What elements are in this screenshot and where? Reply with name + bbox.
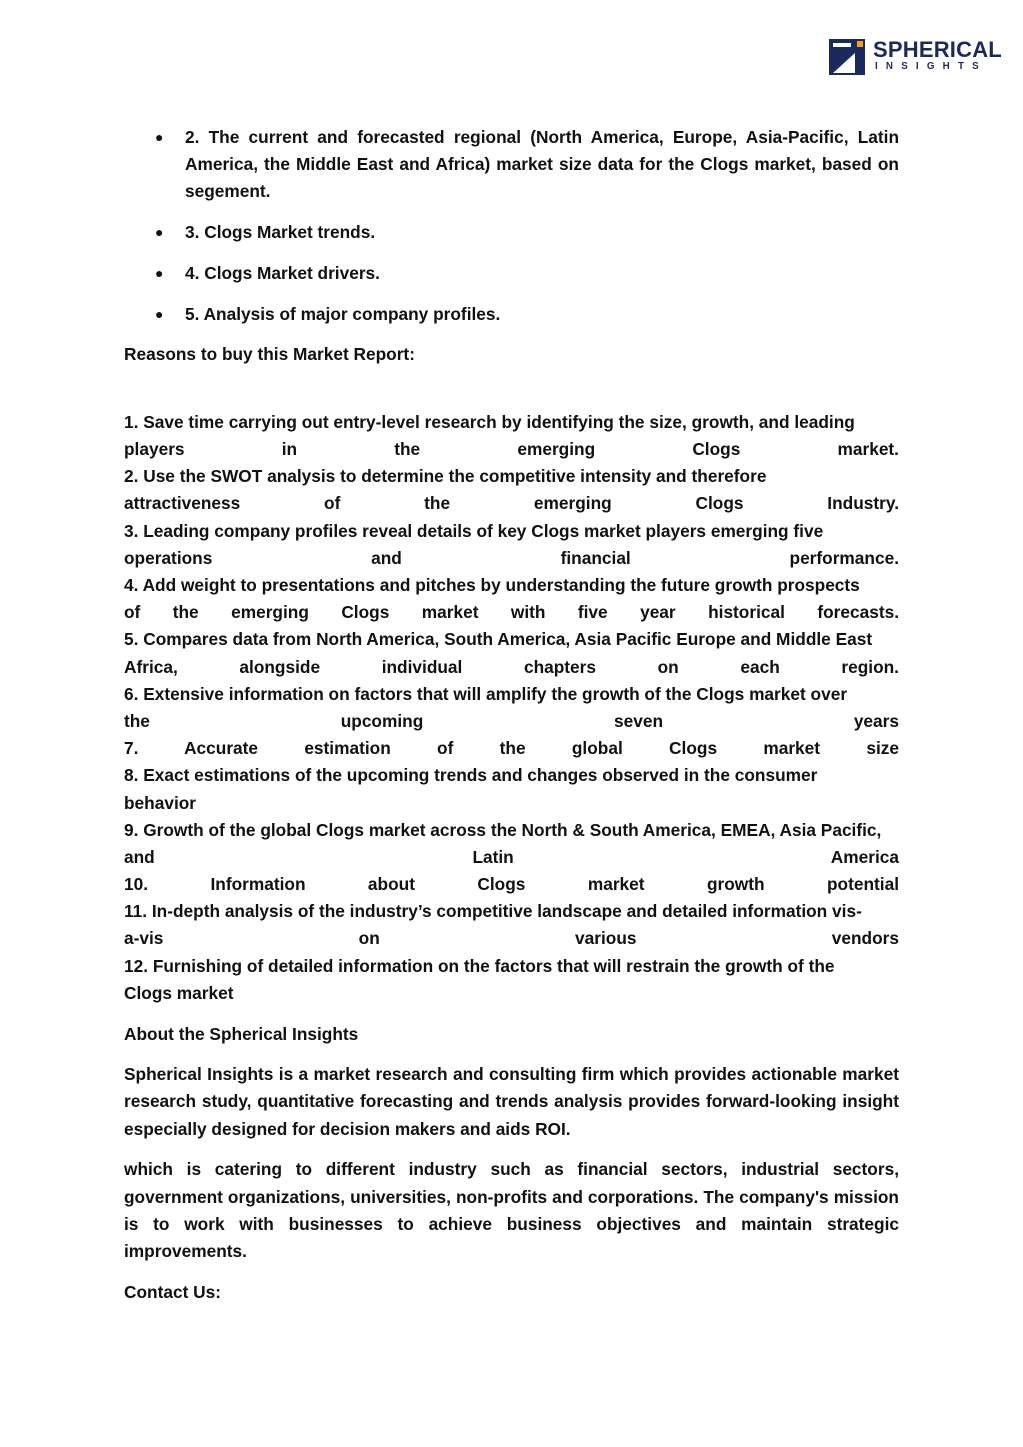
list-item: ● 5. Analysis of major company profiles. bbox=[124, 301, 899, 328]
about-paragraph: Spherical Insights is a market research and consulting firm which provides actionable market research study, quantitative forecasting and trends analysis provides forward-looking insight especially designed for decision makers and aids ROI. bbox=[124, 1064, 899, 1139]
spacer bbox=[124, 382, 899, 409]
reasons-line: 7. Accurate estimation of the global Clogs market size bbox=[124, 738, 899, 759]
bullet-list bbox=[124, 124, 899, 328]
reasons-line: players in the emerging Clogs market. bbox=[124, 439, 899, 460]
bullet-icon: ● bbox=[155, 264, 164, 281]
reasons-heading: Reasons to buy this Market Report: bbox=[124, 344, 415, 365]
reasons-line: and Latin America bbox=[124, 846, 899, 867]
reasons-line: of the emerging Clogs market with five year historical forecasts. bbox=[124, 602, 899, 623]
reasons-line: a-vis on various vendors bbox=[124, 928, 899, 949]
reasons-line: 6. Extensive information on factors that will amplify the growth of the Clogs market over bbox=[124, 683, 848, 704]
bullet-icon: ● bbox=[155, 305, 164, 322]
list-item: ● 4. Clogs Market drivers. bbox=[124, 260, 899, 287]
reasons-line: attractiveness of the emerging Clogs Industry. bbox=[124, 493, 899, 514]
reasons-line: 11. In-depth analysis of the industry’s competitive landscape and detailed information vis- bbox=[124, 901, 862, 922]
logo-subtitle: INSIGHTS bbox=[875, 61, 987, 72]
bullet-icon: ● bbox=[155, 224, 164, 241]
reasons-line: 4. Add weight to presentations and pitches by understanding the future growth prospects bbox=[124, 575, 860, 596]
reasons-line: 1. Save time carrying out entry-level research by identifying the size, growth, and leading bbox=[124, 411, 855, 432]
list-item: ● 3. Clogs Market trends. bbox=[124, 219, 899, 246]
document-body bbox=[124, 124, 899, 1319]
reasons-line: 12. Furnishing of detailed information on the factors that will restrain the growth of the bbox=[124, 955, 835, 976]
reasons-line: 2. Use the SWOT analysis to determine the competitive intensity and therefore bbox=[124, 466, 767, 487]
reasons-line: behavior bbox=[124, 792, 197, 813]
reasons-line: 3. Leading company profiles reveal details of key Clogs market players emerging five bbox=[124, 520, 824, 541]
spherical-insights-logo bbox=[829, 37, 1002, 78]
reasons-line: 9. Growth of the global Clogs market across the North & South America, EMEA, Asia Pacific, bbox=[124, 819, 882, 840]
reasons-line: the upcoming seven years bbox=[124, 710, 899, 731]
logo-mark-icon bbox=[829, 39, 865, 75]
reasons-line: Clogs market bbox=[124, 982, 234, 1003]
bullet-icon: ● bbox=[155, 129, 164, 145]
about-heading: About the Spherical Insights bbox=[124, 1023, 359, 1044]
reasons-line: 10. Information about Clogs market growth potential bbox=[124, 874, 899, 895]
reasons-line: Africa, alongside individual chapters on each region. bbox=[124, 656, 899, 677]
contact-heading: Contact Us: bbox=[124, 1281, 221, 1302]
logo-wordmark: SPHERICAL bbox=[873, 37, 1002, 62]
list-item: ● 2. The current and forecasted regional (North America, Europe, Asia-Pacific, Latin America, the Middle East and Africa) market size data for the Clogs market, based on segement. bbox=[124, 124, 899, 206]
reasons-line: 8. Exact estimations of the upcoming trends and changes observed in the consumer bbox=[124, 765, 818, 786]
reasons-line: 5. Compares data from North America, South America, Asia Pacific Europe and Middle East bbox=[124, 629, 873, 650]
about-paragraph: which is catering to different industry such as financial sectors, industrial sectors, government organizations, universities, non-profits and corporations. The company's mission is to work with businesses to achieve business objectives and maintain strategic improvements. bbox=[124, 1159, 899, 1261]
reasons-list bbox=[124, 409, 899, 1007]
reasons-line: operations and financial performance. bbox=[124, 547, 899, 568]
